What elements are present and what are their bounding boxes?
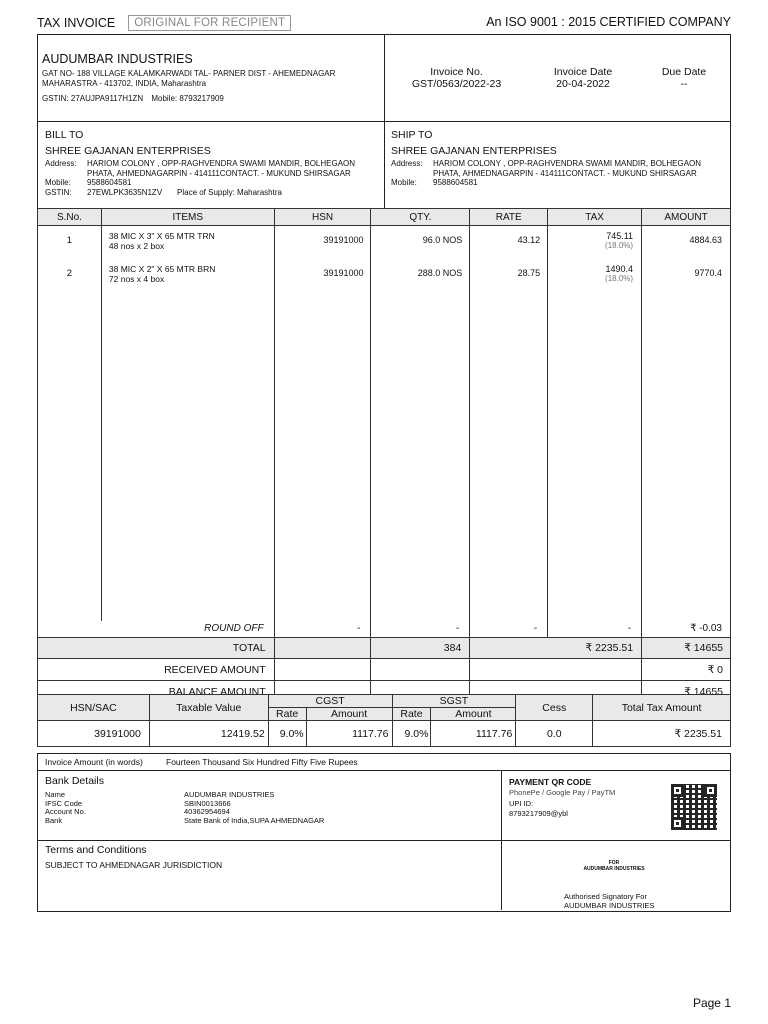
payment-qr-code: [671, 784, 717, 830]
items-header-row: [38, 209, 731, 226]
bill-to-heading: BILL TO: [45, 129, 84, 141]
received-amount: ₹ 0: [642, 659, 731, 681]
round-off-row: ROUND OFF - - - - ₹ -0.03: [38, 621, 731, 638]
seller-address-line2: MAHARASTRA - 413702, INDIA, Maharashtra: [42, 78, 207, 88]
upi-id: 8793217909@ybl: [509, 808, 568, 818]
bill-to-mobile: 9588604581: [87, 178, 132, 187]
ship-to-name: SHREE GAJANAN ENTERPRISES: [391, 145, 557, 157]
amount-in-words: Invoice Amount (in words) Fourteen Thousand Six Hundred Fifty Five Rupees: [37, 753, 731, 771]
terms-text: SUBJECT TO AHMEDNAGAR JURISDICTION: [45, 860, 223, 870]
received-row: RECEIVED AMOUNT ₹ 0: [38, 659, 731, 681]
bank-terms-box: Bank Details Name AUDUMBAR INDUSTRIES IFSC Code SBIN0013666 Account No. 40362954694 Bank State Bank of India,SUPA AHMEDNAGAR PAYMENT QR CODE PhonePe / Google Pay / PayTM UPI ID: 8793217909@ybl Terms and Conditions SUBJECT TO AHMEDNAGAR JURISDICTION FOR AUDUMBAR INDUSTRIES Authorised Signatory For AUDUMBAR INDUSTRIES: [37, 770, 731, 912]
tax-summary-header: HSN/SAC Taxable Value CGST SGST Cess Total Tax Amount: [38, 695, 731, 708]
seller-mobile: 8793217909: [179, 94, 224, 103]
payment-qr-heading: PAYMENT QR CODE: [509, 777, 592, 787]
list-item: 38 MIC X 2" X 65 MTR BRN 72 nos x 4 box: [108, 264, 216, 284]
tax-summary-row: 39191000 12419.52 9.0% 1117.76 9.0% 1117.76 0.0 ₹ 2235.51: [38, 721, 731, 747]
total-amount: ₹ 14655: [642, 638, 731, 659]
total-row: TOTAL 384 ₹ 2235.51 ₹ 14655: [38, 638, 731, 659]
invoice-date-block: Invoice Date 20-04-2022: [538, 66, 628, 90]
round-off-amount: ₹ -0.03: [642, 621, 731, 638]
bill-to-gstin: 27EWLPK3635N1ZV: [87, 187, 163, 197]
seller-contact: GSTIN: 27AUJPA9117H1ZN Mobile: 8793217909: [42, 94, 224, 103]
seller-gstin: 27AUJPA9117H1ZN: [70, 94, 144, 103]
items-body: 1 2 38 MIC X 3" X 65 MTR TRN 48 nos x 2 box 38 MIC X 2" X 65 MTR BRN 72 nos x 4 box 39191000 39191000 96.0 NOS 288.0 NOS 43.12 28.75 745.11 (18.0%) 1490.4 (18.0%) 4884.63 9770.4: [38, 226, 731, 621]
due-date: --: [680, 78, 688, 90]
copy-label-badge: ORIGINAL FOR RECIPIENT: [128, 15, 291, 31]
signatory-stamp: FOR AUDUMBAR INDUSTRIES: [583, 860, 645, 872]
tax-summary-table: HSN/SAC Taxable Value CGST SGST Cess Total Tax Amount Rate Amount Rate Amount 39191000 12419.52 9.0% 1117.76 9.0% 1117.76 0.0 ₹ 2235.51: [37, 694, 731, 747]
total-qty: 384: [371, 638, 470, 659]
total-tax: ₹ 2235.51: [470, 638, 642, 659]
due-date-block: Due Date --: [644, 66, 724, 90]
col-rate: RATE: [470, 209, 548, 226]
seller-box: [37, 34, 731, 122]
invoice-number: GST/0563/2022-23: [411, 78, 502, 90]
place-of-supply: Maharashtra: [237, 187, 282, 197]
total-tax-amount: ₹ 2235.51: [593, 721, 731, 747]
bill-to-details: Address: HARIOM COLONY , OPP-RAGHVENDRA SWAMI MANDIR, BOLHEGAON PHATA, AHMEDNAGARPIN - 414111CONTACT. - MUKUND SHIRSAGAR Mobile: 9588604581 GSTIN: 27EWLPK3635N1ZV Place of Supply: Maharashtra: [45, 159, 356, 197]
certification-text: An ISO 9001 : 2015 CERTIFIED COMPANY: [486, 15, 731, 29]
ship-to-mobile: 9588604581: [433, 178, 478, 187]
ship-to-details: Address: HARIOM COLONY , OPP-RAGHVENDRA SWAMI MANDIR, BOLHEGAON PHATA, AHMEDNAGARPIN - 414111CONTACT. - MUKUND SHIRSAGAR Mobile: 9588604581: [391, 159, 702, 187]
col-tax: TAX: [548, 209, 642, 226]
payment-apps: PhonePe / Google Pay / PayTM: [509, 788, 616, 797]
bank-details: Name AUDUMBAR INDUSTRIES IFSC Code SBIN0013666 Account No. 40362954694 Bank State Bank of India,SUPA AHMEDNAGAR: [45, 790, 325, 825]
col-hsn: HSN: [274, 209, 371, 226]
col-amount: AMOUNT: [642, 209, 731, 226]
col-items: ITEMS: [101, 209, 274, 226]
balance-amount: ₹ 14655: [642, 681, 731, 703]
amount-words-value: Fourteen Thousand Six Hundred Fifty Five Rupees: [166, 757, 358, 767]
authorised-signatory: Authorised Signatory For AUDUMBAR INDUSTRIES: [564, 892, 655, 910]
document-header: [37, 15, 291, 31]
col-qty: QTY.: [371, 209, 470, 226]
doc-type-title: TAX INVOICE: [37, 16, 116, 30]
invoice-date: 20-04-2022: [556, 78, 610, 90]
balance-row: BALANCE AMOUNT ₹ 14655: [38, 681, 731, 703]
page-number: Page 1: [692, 996, 731, 1010]
invoice-number-block: Invoice No. GST/0563/2022-23: [404, 66, 509, 90]
bank-heading: Bank Details: [45, 775, 104, 787]
seller-name: AUDUMBAR INDUSTRIES: [42, 52, 193, 66]
items-table: [37, 208, 731, 703]
seller-address-line1: GAT NO- 188 VILLAGE KALAMKARWADI TAL- PARNER DIST - AHEMEDNAGAR: [42, 69, 336, 78]
party-box: [37, 121, 731, 209]
col-sno: S.No.: [38, 209, 102, 226]
ship-to-heading: SHIP TO: [391, 129, 433, 141]
terms-heading: Terms and Conditions: [45, 844, 147, 856]
list-item: 38 MIC X 3" X 65 MTR TRN 48 nos x 2 box: [108, 231, 215, 251]
table-row: 1: [66, 235, 73, 246]
bill-to-name: SHREE GAJANAN ENTERPRISES: [45, 145, 211, 157]
